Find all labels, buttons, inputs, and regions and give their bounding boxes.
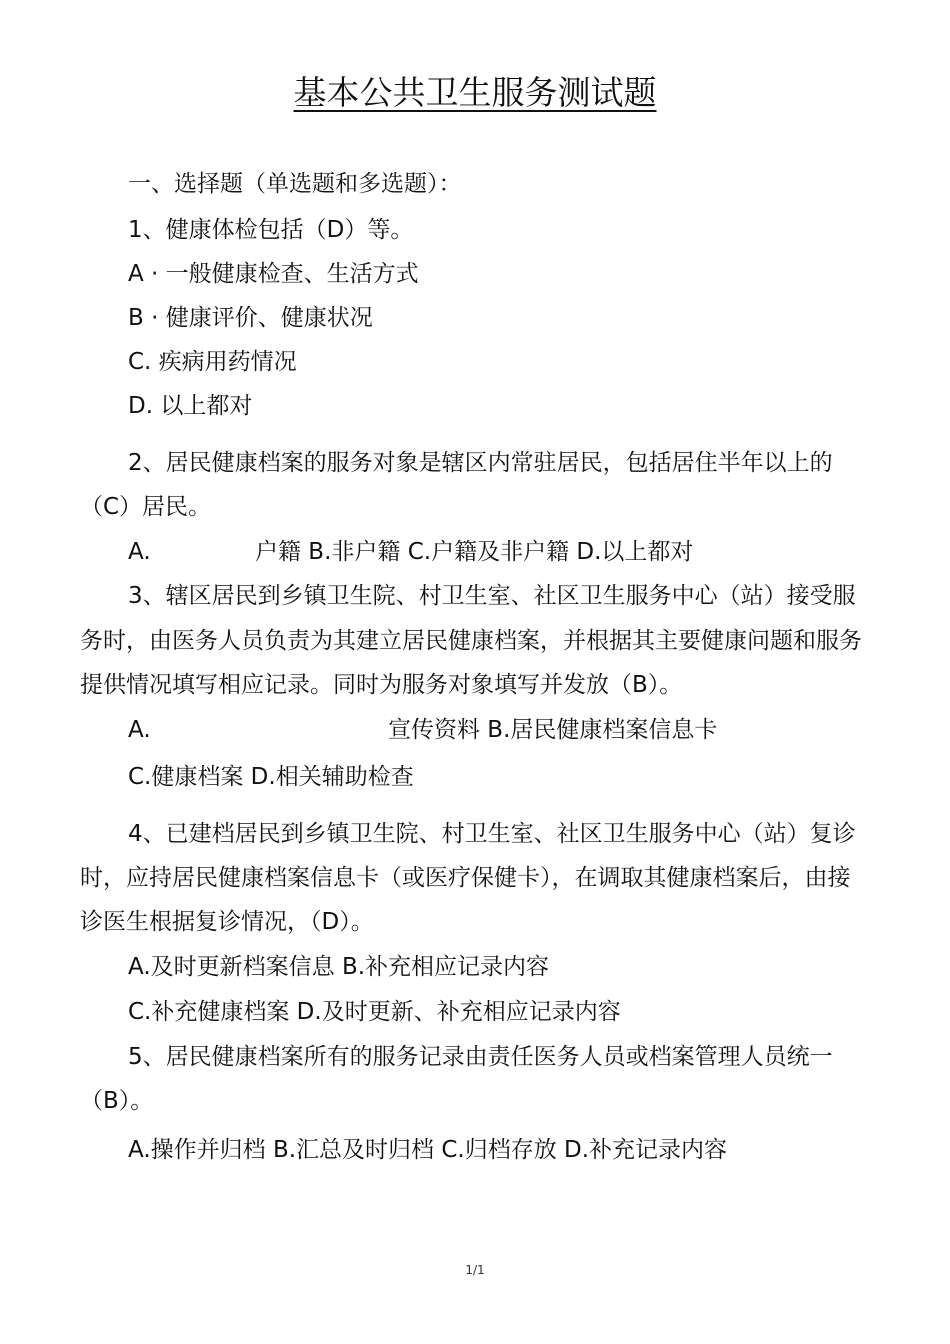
question-2-line-2: （C）居民。 [80, 494, 212, 520]
question-5-line-2: （B）。 [80, 1088, 154, 1114]
section-heading: 一、选择题（单选题和多选题）： [128, 171, 462, 197]
question-3-line-2: 务时，由医务人员负责为其建立居民健康档案，并根据其主要健康问题和服务 [80, 628, 862, 654]
question-1: 1、健康体检包括（D）等。 [128, 217, 414, 243]
question-4-line-3: 诊医生根据复诊情况，（D）。 [80, 909, 374, 935]
question-1-option-b: B · 健康评价、健康状况 [128, 305, 373, 331]
question-4-line-2: 时，应持居民健康档案信息卡（或医疗保健卡），在调取其健康档案后，由接 [80, 865, 851, 891]
question-3-line-3: 提供情况填写相应记录。同时为服务对象填写并发放（B）。 [80, 672, 683, 698]
question-5-line-1: 5、居民健康档案所有的服务记录由责任医务人员或档案管理人员统一 [128, 1044, 833, 1070]
question-4-options-cd: C.补充健康档案 D.及时更新、补充相应记录内容 [128, 999, 621, 1025]
page-number: 1/1 [465, 1263, 485, 1277]
question-1-option-a: A · 一般健康检查、生活方式 [128, 261, 419, 287]
question-3-options-cd: C.健康档案 D.相关辅助检查 [128, 764, 414, 790]
question-5-options: A.操作并归档 B.汇总及时归档 C.归档存放 D.补充记录内容 [128, 1137, 728, 1163]
question-4-line-1: 4、已建档居民到乡镇卫生院、村卫生室、社区卫生服务中心（站）复诊 [128, 821, 856, 847]
question-3-option-a-label: A. [128, 717, 151, 743]
question-3-options-ab: 宣传资料 B.居民健康档案信息卡 [388, 717, 718, 743]
document-title: 基本公共卫生服务测试题 [293, 73, 657, 112]
question-1-option-c: C. 疾病用药情况 [128, 349, 297, 375]
question-2-line-1: 2、居民健康档案的服务对象是辖区内常驻居民，包括居住半年以上的 [128, 450, 833, 476]
question-3-line-1: 3、辖区居民到乡镇卫生院、村卫生室、社区卫生服务中心（站）接受服 [128, 583, 856, 609]
question-1-option-d: D. 以上都对 [128, 393, 253, 419]
question-2-options: 户籍 B.非户籍 C.户籍及非户籍 D.以上都对 [255, 539, 694, 565]
question-4-options-ab: A.及时更新档案信息 B.补充相应记录内容 [128, 954, 550, 980]
question-2-option-a-label: A. [128, 539, 151, 565]
